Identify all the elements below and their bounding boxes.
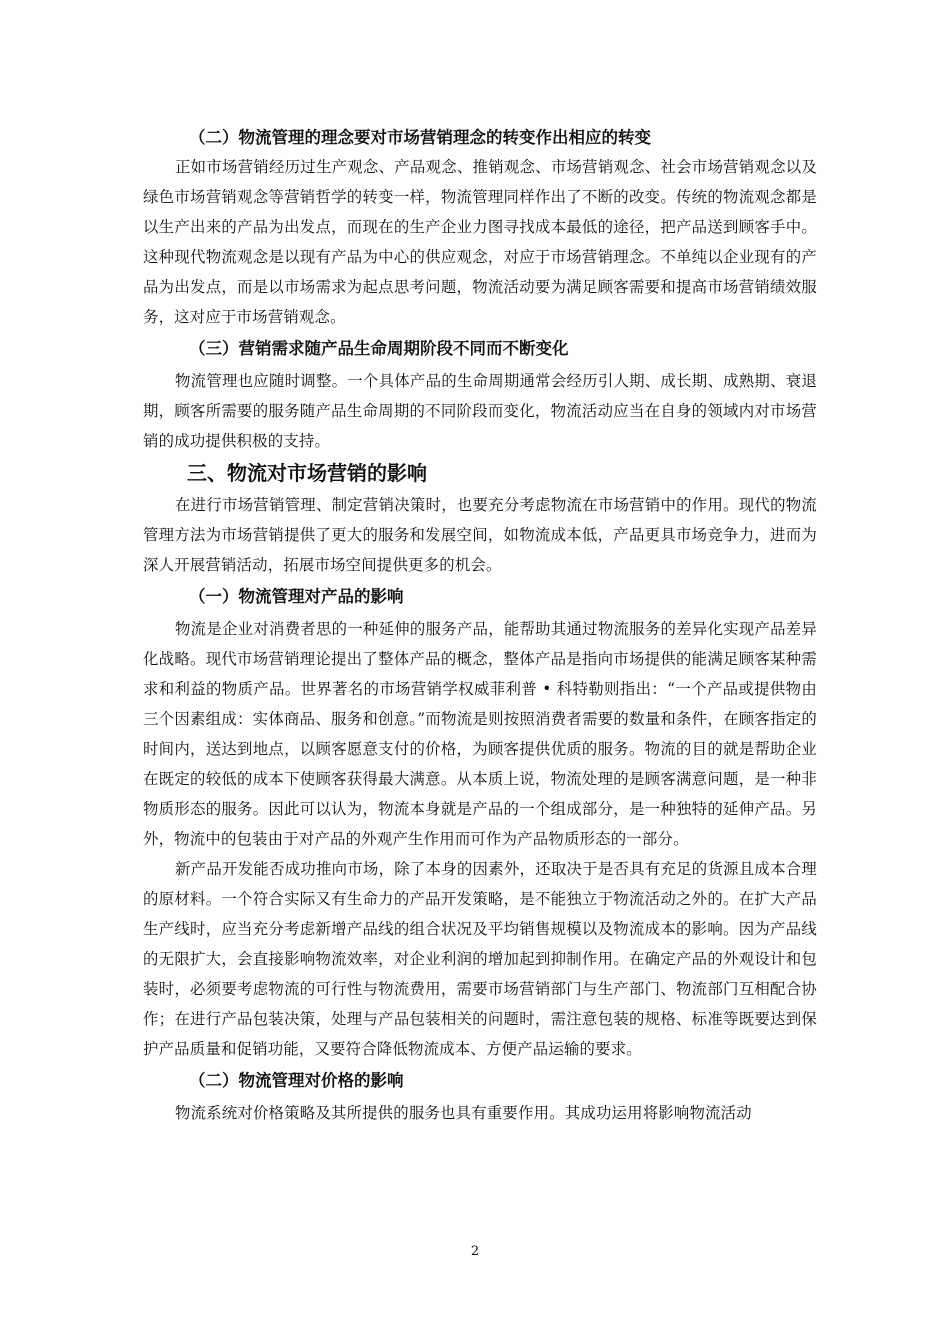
paragraph-2-2: 正如市场营销经历过生产观念、产品观念、推销观念、市场营销观念、社会市场营销观念以及绿色市场营销观念等营销哲学的转变一样，物流管理同样作出了不断的改变。传统的物流观念都是以生产出来的产品为出发点，而现在的生产企业力图寻找成本最低的途径，把产品送到顾客手中。这种现代物流观念是以现有产品为中心的供应观念，对应于市场营销理念。不单纯以企业现有的产品为出发点，而是以市场需求为起点思考问题，物流活动要为满足顾客需要和提高市场营销绩效服务，这对应于市场营销观念。: [143, 158, 817, 326]
section-heading-2-2: （二）物流管理的理念要对市场营销理念的转变作出相应的转变: [189, 128, 651, 147]
paragraph-3-1b: 新产品开发能否成功推向市场，除了本身的因素外，还取决于是否具有充足的货源且成本合理的原材料。一个符合实际又有生命力的产品开发策略，是不能独立于物流活动之外的。在扩大产品生产线时，应当充分考虑新增产品线的组合状况及平均销售规模以及物流成本的影响。因为产品线的无限扩大，会直接影响物流效率，对企业利润的增加起到抑制作用。在确定产品的外观设计和包装时，必须要考虑物流的可行性与物流费用，需要市场营销部门与生产部门、物流部门互相配合协作；在进行产品包装决策，处理与产品包装相关的问题时，需注意包装的规格、标准等既要达到保护产品质量和促销功能，又要符合降低物流成本、方便产品运输的要求。: [143, 860, 817, 1058]
paragraph-2-3: 物流管理也应随时调整。一个具体产品的生命周期通常会经历引人期、成长期、成熟期、衰退期，顾客所需要的服务随产品生命周期的不同阶段而变化，物流活动应当在自身的领域内对市场营销的成功提供积极的支持。: [143, 372, 817, 450]
section-heading-3-2: （二）物流管理对价格的影响: [189, 1071, 404, 1090]
paragraph-3: 在进行市场营销管理、制定营销决策时，也要充分考虑物流在市场营销中的作用。现代的物流管理方法为市场营销提供了更大的服务和发展空间，如物流成本低，产品更具市场竞争力，进而为深人开展营销活动，拓展市场空间提供更多的机会。: [143, 496, 817, 574]
paragraph-3-2: 物流系统对价格策略及其所提供的服务也具有重要作用。其成功运用将影响物流活动: [175, 1104, 752, 1122]
paragraph-3-1a: 物流是企业对消费者思的一种延伸的服务产品，能帮助其通过物流服务的差异化实现产品差异化战略。现代市场营销理论提出了整体产品的概念，整体产品是指向市场提供的能满足顾客某种需求和利益的物质产品。世界著名的市场营销学权威菲利普 • 科特勒则指出：“一个产品或提供物由三个因素组成：实体商品、服务和创意。”而物流是则按照消费者需要的数量和条件，在顾客指定的时间内，送达到地点，以顾客愿意支付的价格，为顾客提供优质的服务。物流的目的就是帮助企业在既定的较低的成本下使顾客获得最大满意。从本质上说，物流处理的是顾客满意问题，是一种非物质形态的服务。因此可以认为，物流本身就是产品的一个组成部分，是一种独特的延伸产品。另外，物流中的包装由于对产品的外观产生作用而可作为产品物质形态的一部分。: [143, 620, 817, 848]
chapter-heading-3: 三、物流对市场营销的影响: [187, 461, 427, 485]
section-heading-2-3: （三）营销需求随产品生命周期阶段不同而不断变化: [189, 339, 569, 358]
page-number: 2: [470, 1244, 480, 1259]
section-heading-3-1: （一）物流管理对产品的影响: [189, 587, 404, 606]
page-body: [143, 124, 817, 1128]
